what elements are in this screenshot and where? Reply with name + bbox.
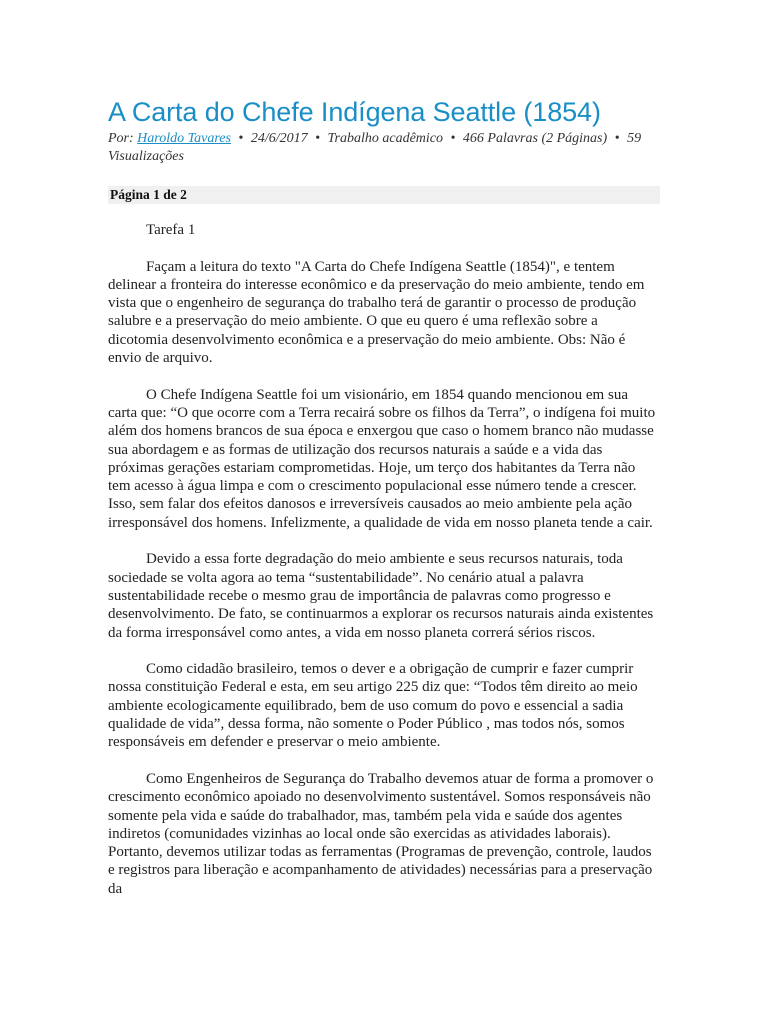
word-page-count: 466 Palavras (2 Páginas): [462, 131, 608, 146]
document-body: [108, 221, 660, 898]
paragraph: Tarefa 1: [146, 222, 196, 238]
author-link[interactable]: Haroldo Tavares: [137, 131, 231, 146]
document-category: Trabalho acadêmico: [327, 131, 443, 146]
paragraph: Façam a leitura do texto "A Carta do Chefe Indígena Seattle (1854)", e tentem delinear a fronteira do interesse econômico e da preservação do meio ambiente, tendo em vista que o engenheiro de segurança do trabalho terá de garantir o processo de produção salubre e a preservação do meio ambiente. O que eu quero é uma reflexão sobre a dicotomia desenvolvimento econômica e a preservação do meio ambiente. Obs: Não é envio de arquivo.: [108, 258, 645, 367]
paragraph: Como Engenheiros de Segurança do Trabalho devemos atuar de forma a promover o crescimento econômico apoiado no desenvolvimento sustentável. Somos responsáveis não somente pela vida e saúde do trabalhador, mas, também pela vida e saúde dos agentes indiretos (comunidades vizinhas ao local onde são exercidas as atividades laborais). Portanto, devemos utilizar todas as ferramentas (Programas de prevenção, controle, laudos e registros para liberação e acompanhamento de atividades) necessárias para a preservação da: [108, 770, 654, 897]
publish-date: 24/6/2017: [250, 131, 308, 146]
paragraph: Devido a essa forte degradação do meio ambiente e seus recursos naturais, toda sociedade se volta agora ao tema “sustentabilidade”. No cenário atual a palavra sustentabilidade recebe o mesmo grau de importância de palavras como progresso e desenvolvimento. De fato, se continuarmos a explorar os recursos naturais ainda existentes da forma irresponsável como antes, a vida em nosso planeta correrá sérios riscos.: [108, 551, 654, 641]
meta-separator: •: [315, 131, 320, 146]
paragraph: O Chefe Indígena Seattle foi um visionário, em 1854 quando mencionou em sua carta que: “O que ocorre com a Terra recairá sobre os filhos da Terra”, o indígena foi muito além dos homens brancos de sua época e enxergou que caso o homem branco não mudasse sua abordagem e as formas de utilização dos recursos naturais a saúde e a vida das próximas gerações estariam comprometidas. Hoje, um terço dos habitantes da Terra não tem acesso à água limpa e com o crescimento populacional esse número tende a crescer. Isso, sem falar dos efeitos danosos e irreversíveis causados ao meio ambiente pela ação irresponsável dos homens. Infelizmente, a qualidade de vida em nosso planeta tende a cair.: [108, 386, 656, 531]
document-page: [108, 94, 660, 916]
paragraph: Como cidadão brasileiro, temos o dever e a obrigação de cumprir e fazer cumprir nossa constituição Federal e esta, em seu artigo 225 diz que: “Todos têm direito ao meio ambiente ecologicamente equilibrado, bem de uso comum do povo e essencial a sadia qualidade de vida”, dessa forma, não somente o Poder Público , mas todos nós, somos responsáveis em defender e preservar o meio ambiente.: [108, 661, 638, 751]
page-indicator: Página 1 de 2: [108, 186, 660, 204]
document-title: A Carta do Chefe Indígena Seattle (1854): [108, 97, 601, 127]
document-meta: [108, 130, 660, 166]
meta-separator: •: [450, 131, 456, 146]
meta-separator: •: [238, 131, 244, 146]
view-count: 59 Visualizações: [108, 131, 642, 164]
by-label: Por:: [108, 131, 134, 146]
meta-separator: •: [614, 131, 620, 146]
